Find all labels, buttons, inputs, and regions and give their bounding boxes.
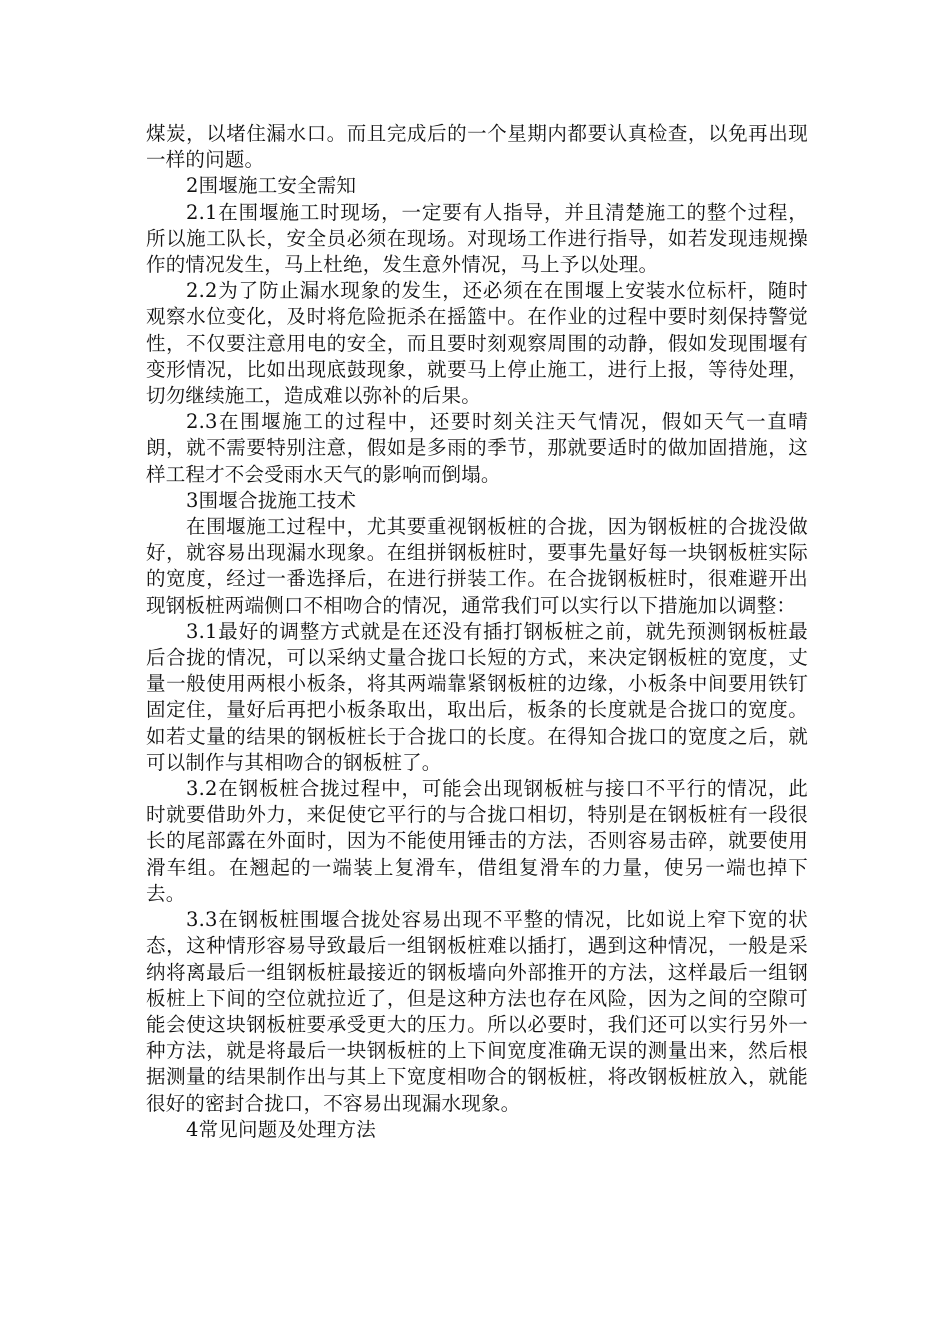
paragraph-2-2: 2.2为了防止漏水现象的发生，还必须在在围堰上安装水位标杆，随时观察水位变化，及时将危险扼杀在摇篮中。在作业的过程中要时刻保持警觉性，不仅要注意用电的安全，而且要时刻观察周围的动静，假如发现围堰有变形情况，比如出现底鼓现象，就要马上停止施工，进行上报，等待处理，切勿继续施工，造成难以弥补的后果。 [146,279,808,408]
document-page [146,121,808,1143]
section-heading-2: 2围堰施工安全需知 [186,174,357,198]
paragraph-3-3: 3.3在钢板桩围堰合拢处容易出现不平整的情况，比如说上窄下宽的状态，这种情形容易导致最后一组钢板桩难以插打，遇到这种情况，一般是采纳将离最后一组钢板桩最接近的钢板墙向外部推开的方法，这样最后一组钢板桩上下间的空位就拉近了，但是这种方法也存在风险，因为之间的空隙可能会使这块钢板桩要承受更大的压力。所以必要时，我们还可以实行另外一种方法，就是将最后一块钢板桩的上下间宽度准确无误的测量出来，然后根据测量的结果制作出与其上下宽度相吻合的钢板桩，将改钢板桩放入，就能很好的密封合拢口，不容易出现漏水现象。 [146,908,808,1115]
section-heading-3: 3围堰合拢施工技术 [186,488,357,512]
paragraph-continuation: 煤炭，以堵住漏水口。而且完成后的一个星期内都要认真检查，以免再出现一样的问题。 [146,122,808,172]
paragraph-2-3: 2.3在围堰施工的过程中，还要时刻关注天气情况，假如天气一直晴朗，就不需要特别注意，假如是多雨的季节，那就要适时的做加固措施，这样工程才不会受雨水天气的影响而倒塌。 [146,410,808,486]
paragraph-3-2: 3.2在钢板桩合拢过程中，可能会出现钢板桩与接口不平行的情况，此时就要借助外力，来促使它平行的与合拢口相切，特别是在钢板桩有一段很长的尾部露在外面时，因为不能使用锤击的方法，否则容易击碎，就要使用滑车组。在翘起的一端装上复滑车，借组复滑车的力量，使另一端也掉下去。 [146,777,808,905]
paragraph-3-intro: 在围堰施工过程中，尤其要重视钢板桩的合拢，因为钢板桩的合拢没做好，就容易出现漏水现象。在组拼钢板桩时，要事先量好每一块钢板桩实际的宽度，经过一番选择后，在进行拼装工作。在合拢钢板桩时，很难避开出现钢板桩两端侧口不相吻合的情况，通常我们可以实行以下措施加以调整： [146,515,808,617]
paragraph-2-1: 2.1在围堰施工时现场，一定要有人指导，并且清楚施工的整个过程，所以施工队长，安全员必须在现场。对现场工作进行指导，如若发现违规操作的情况发生，马上杜绝，发生意外情况，马上予以处理。 [146,200,808,277]
paragraph-3-1: 3.1最好的调整方式就是在还没有插打钢板桩之前，就先预测钢板桩最后合拢的情况，可以采纳丈量合拢口长短的方式，来决定钢板桩的宽度，丈量一般使用两根小板条，将其两端靠紧钢板桩的边缘，小板条中间要用铁钉固定住，量好后再把小板条取出，取出后，板条的长度就是合拢口的宽度。如若丈量的结果的钢板桩长于合拢口的长度。在得知合拢口的宽度之后，就可以制作与其相吻合的钢板桩了。 [146,619,808,774]
section-heading-4: 4常见问题及处理方法 [186,1117,376,1141]
